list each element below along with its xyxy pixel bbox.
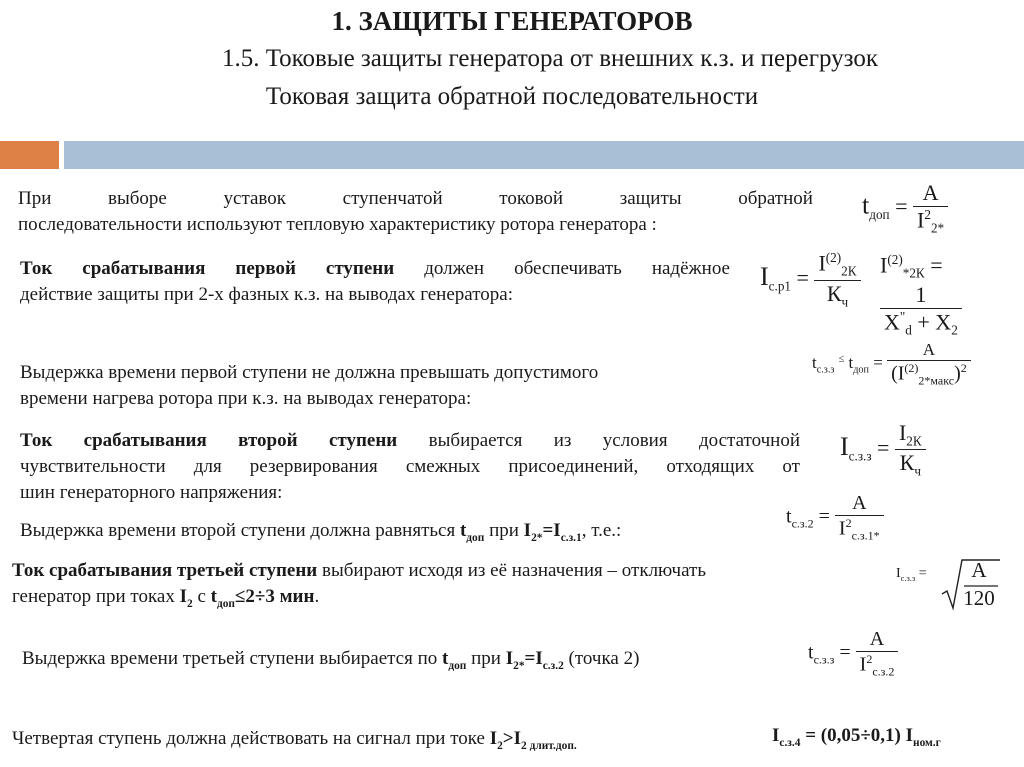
fraction: $\frac{A}{(I^{(2)}_{2*макс})^2}$ [887,340,971,389]
fraction: $\frac{A}{I^2_{с.з.2}}$ [856,628,899,680]
formula-t-szz: $t_{с.з.з}$ ≤ $t_{доп}$ = $\frac{A}{(I^{(2)}_{2*макс})^2}$ [812,340,971,389]
formula-t-szz-3: $t_{с.з.з}$ = $\frac{A}{I^2_{с.з.2}}$ [808,628,898,680]
paragraph-3-line-1: Выдержка времени первой ступени не должна превышать допустимого [20,362,599,383]
sqrt-numerator: A [971,558,987,582]
paragraph-6 [12,558,852,617]
paragraph-4-line-2: чувствительности для резервирования смежных присоединений, отходящих от [20,456,800,477]
fraction: $\frac{1}{X^"_d + X_2}$ [880,282,962,339]
fraction: $\frac{I_{2К}}{К_ч}$ [895,420,926,480]
formula-t-sz2: $t_{с.з.2}$ = $\frac{A}{I^2_{с.з.1*}}$ [786,492,884,544]
formula-i-2k: $I^{(2)}_{*2К}$ = $\frac{1}{X^"_d + X_2}$ [880,252,1024,338]
paragraph-8: Четвертая ступень должна действовать на сигнал при токе $I_2>I_{2 длит.доп.}$ [12,728,577,752]
accent-bar-orange [0,141,59,169]
paragraph-3 [20,360,780,412]
sqrt-denominator: 120 [963,586,995,610]
fraction: $\frac{A}{I^2_{2*}}$ [913,180,948,237]
paragraph-4-line-1: Ток срабатывания второй ступени выбирается из условия достаточной [20,430,800,451]
paragraph-5: Выдержка времени второй ступени должна равняться $t_{доп}$ при $I_{2*}=I_{с.з.1}$, т.е.: [20,520,622,544]
accent-bar-blue [64,141,1024,169]
paragraph-2 [20,256,730,308]
paragraph-4-line-3: шин генераторного напряжения: [20,482,283,503]
fraction: $\frac{I^{(2)}_{2К}}{К_ч}$ [814,250,860,310]
paragraph-7: Выдержка времени третьей ступени выбирается по $t_{доп}$ при $I_{2*}=I_{с.з.2}$ (точка 2) [22,648,640,672]
formula-t-dop: $t_{доп}$ = $\frac{A}{I^2_{2*}}$ [862,180,948,237]
paragraph-6-line-2: генератор при токах $I_2$ с $t_{доп}\le 2\div 3$ мин. [12,586,320,610]
paragraph-4 [20,428,800,506]
paragraph-2-line-2: действие защиты при 2-х фазных к.з. на выводах генератора: [20,284,513,305]
slide-subtitle-2: Токовая защита обратной последовательности [265,83,759,110]
fraction: $\frac{A}{I^2_{с.з.1*}}$ [835,492,884,544]
slide-subtitle: 1.5. Токовые защиты генератора от внешних к.з. и перегрузок [221,45,879,72]
paragraph-2-line-1: Ток срабатывания первой ступени должен обеспечивать надёжное [20,258,730,279]
formula-i-szz-sqrt: $I_{с.з.з}$ = [896,566,927,583]
paragraph-1 [18,186,813,238]
slide-title: 1. ЗАЩИТЫ ГЕНЕРАТОРОВ [331,6,693,36]
formula-i-sz4: $I_{с.з.4} = (0,05\div 0,1)$ $I_{ном.г}$ [772,725,941,749]
paragraph-1-line-1: При выборе уставок ступенчатой токовой защиты обратной [18,188,813,209]
paragraph-1-line-2: последовательности используют тепловую характеристику ротора генератора : [18,214,657,235]
paragraph-3-line-2: времени нагрева ротора при к.з. на выводах генератора: [20,388,472,409]
paragraph-6-line-1: Ток срабатывания третьей ступени выбирают исходя из её назначения – отключать [12,560,706,581]
formula-i-sr1: $I_{с.р1}$ = $\frac{I^{(2)}_{2К}}{К_ч}$ [760,250,861,310]
formula-i-szz: $I_{с.з.з}$ = $\frac{I_{2К}}{К_ч}$ [840,420,926,480]
